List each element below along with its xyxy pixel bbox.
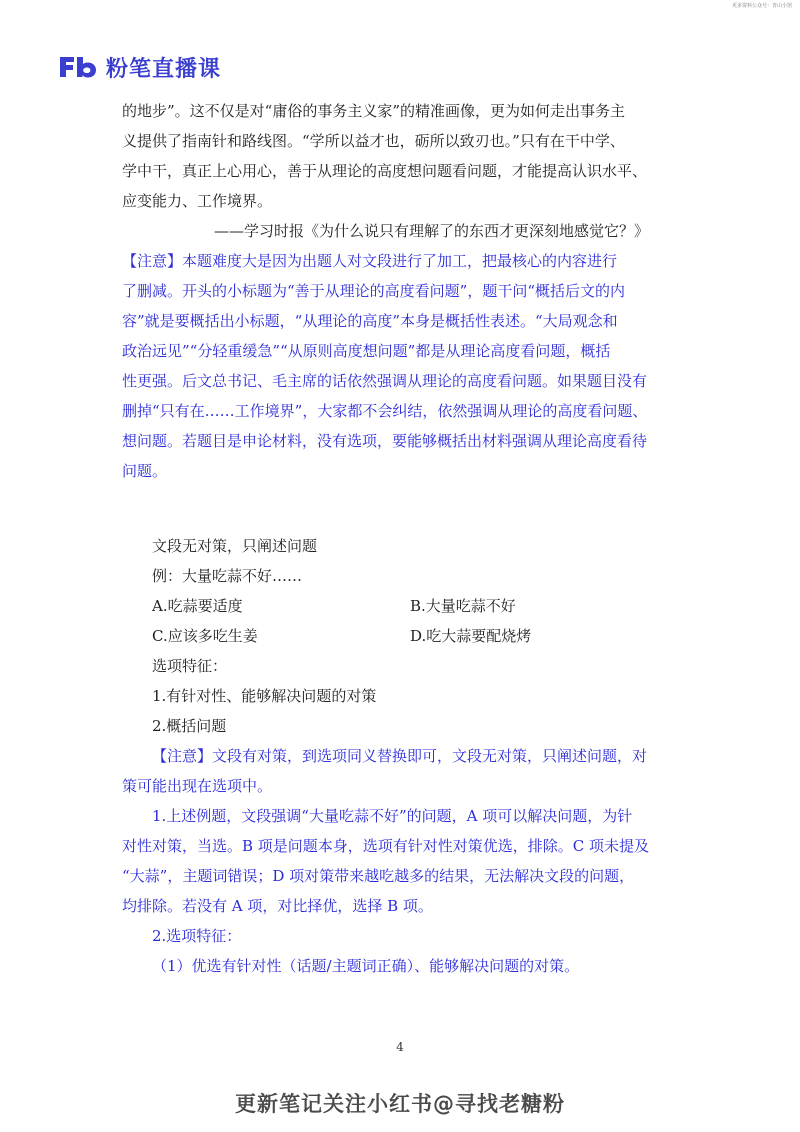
note-tag: 【注意】: [152, 747, 213, 765]
note-line: [122, 741, 688, 771]
note-line: 了删减。开头的小标题为“善于从理论的高度看问题”，题干问“概括后文的内: [122, 282, 626, 300]
spacer: [122, 486, 688, 531]
note-line: [122, 246, 688, 276]
analysis-line: “大蒜”，主题词错误；D 项对策带来越吃越多的结果，无法解决文段的问题，: [122, 867, 635, 885]
note-line: 想问题。若题目是申论材料，没有选项，要能够概括出材料强调从理论高度看待: [122, 432, 648, 450]
paragraph-line: 的地步”。这不仅是对“庸俗的事务主义家”的精准画像，更为如何走出事务主: [122, 102, 626, 120]
source-citation: ——学习时报《为什么说只有理解了的东西才更深刻地感觉它？》: [214, 222, 650, 240]
option-d: D.吃大蒜要配烧烤: [410, 627, 532, 645]
analysis-line: 对性对策，当选。B 项是问题本身，选项有针对性对策优选，排除。C 项未提及: [122, 837, 650, 855]
feature-item: 1.有针对性、能够解决问题的对策: [152, 687, 377, 705]
note-line: 容”就是要概括出小标题，“从理论的高度”本身是概括性表述。“大局观念和: [122, 312, 618, 330]
analysis-line: 1.上述例题，文段强调“大量吃蒜不好”的问题，A 项可以解决问题，为针: [152, 807, 633, 825]
note-line: 删掉“只有在……工作境界”，大家都不会纠结，依然强调从理论的高度看问题、: [122, 402, 648, 420]
brand-name: 粉笔直播课: [106, 56, 222, 82]
fb-logo-icon: [58, 52, 98, 82]
page-number: 4: [396, 1040, 404, 1054]
note-text: 本题难度大是因为出题人对文段进行了加工，把最核心的内容进行: [182, 252, 618, 270]
analysis-line: 均排除。若没有 A 项，对比择优，选择 B 项。: [122, 897, 433, 915]
features-title: 选项特征：: [152, 657, 228, 675]
section-title: 文段无对策，只阐述问题: [152, 537, 318, 555]
note-text: 文段有对策，到选项同义替换即可，文段无对策，只阐述问题，对: [212, 747, 648, 765]
brand-logo: [58, 52, 221, 82]
footer-banner: 更新笔记关注小红书@寻找老糖粉: [235, 1092, 565, 1116]
note-line: 政治远见”“分轻重缓急”“从原则高度想问题”都是从理论高度看问题，概括: [122, 342, 611, 360]
option-a: A.吃蒜要适度: [152, 597, 243, 615]
note-line: 策可能出现在选项中。: [122, 777, 273, 795]
note-tag: 【注意】: [122, 252, 183, 270]
option-c: C.应该多吃生姜: [152, 627, 258, 645]
document-body: [122, 96, 688, 981]
feature-item: 2.概括问题: [152, 717, 227, 735]
paragraph-line: 学中干，真正上心用心，善于从理论的高度想问题看问题，才能提高认识水平、: [122, 162, 648, 180]
note-line: 问题。: [122, 462, 168, 480]
options-row: [122, 621, 688, 651]
note-line: 性更强。后文总书记、毛主席的话依然强调从理论的高度看问题。如果题目没有: [122, 372, 648, 390]
example-text: 例：大量吃蒜不好……: [152, 567, 303, 585]
paragraph-line: 应变能力、工作境界。: [122, 192, 273, 210]
option-b: B.大量吃蒜不好: [410, 597, 516, 615]
paragraph-line: 义提供了指南针和路线图。“学所以益才也，砺所以致刃也。”只有在干中学、: [122, 132, 625, 150]
top-note: 更多资料公众号：青山小馆: [731, 3, 792, 9]
options-row: [122, 591, 688, 621]
option-feature-item: （1）优选有针对性（话题/主题词正确）、能够解决问题的对策。: [152, 957, 580, 975]
option-features-title: 2.选项特征：: [152, 927, 242, 945]
